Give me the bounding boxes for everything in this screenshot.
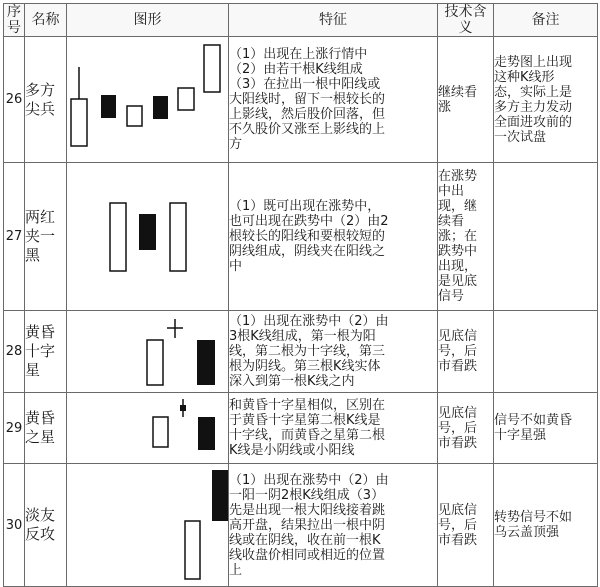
meaning-line: 信号 (438, 289, 465, 304)
name-line: 黄昏 (25, 323, 56, 341)
remark (494, 311, 598, 393)
name-line: 尖兵 (25, 99, 56, 118)
header-num-line2: 号 (7, 20, 21, 36)
bearish-candle (197, 340, 215, 385)
bullish-candle (153, 417, 168, 447)
bearish-candle (139, 214, 156, 250)
bullish-candle (127, 106, 142, 126)
name-line: 黑 (25, 246, 41, 264)
header-num-line1: 序 (7, 4, 21, 20)
name-line: 多方 (25, 80, 56, 99)
kline-pattern-table (3, 3, 598, 587)
table-row (4, 464, 598, 587)
candlestick-diagram (67, 37, 229, 162)
row-number: 30 (4, 464, 25, 587)
meaning-line: 见底信 (438, 329, 478, 344)
row-number: 27 (4, 163, 25, 311)
header-name: 名称 (25, 4, 67, 37)
meaning-line: 号，后 (438, 420, 478, 436)
name-line: 夹一 (25, 227, 56, 245)
feature-line: 不久股价又涨至上影线的上 (229, 122, 386, 137)
feature-line: 阴线组成，阴线夹在阳线之 (229, 244, 386, 259)
feature-line: 一阳一阴2根K线组成（3） (229, 487, 385, 503)
bullish-candle (147, 340, 163, 385)
note-line: 态，实际上是 (494, 84, 573, 100)
bullish-candle (178, 88, 194, 110)
feature-line: （1）出现在上涨行情中 (229, 47, 368, 62)
meaning-line: 继续看 (438, 84, 478, 100)
header-meaning (438, 4, 494, 37)
bullish-candle (204, 45, 220, 92)
small-star-candle (180, 405, 186, 411)
table-row (4, 37, 598, 163)
note-line: 转势信号不如 (494, 510, 573, 525)
feature-line: 高开盘，结果拉出一根中阴 (229, 517, 386, 533)
meaning-line: 现，继 (438, 199, 478, 214)
header-num (4, 4, 25, 37)
feature-line: 线，第二根为十字线，第三 (229, 344, 386, 359)
header-meaning-line2: 义 (458, 20, 473, 36)
meaning-line: 市看跌 (438, 435, 478, 451)
pattern-name (25, 311, 67, 393)
note-line: 全面进攻前的 (494, 114, 573, 130)
feature-line: 先是出现一根大阳线接着跳 (229, 502, 386, 518)
name-line: 之星 (25, 428, 56, 446)
pattern-name (25, 163, 67, 311)
pattern-name (25, 464, 67, 587)
technical-meaning (438, 393, 494, 464)
candlestick-diagram (67, 464, 229, 586)
meaning-line: 跌势中 (438, 244, 478, 259)
note-line: 乌云盖顶强 (494, 525, 560, 540)
candlestick-figure (67, 311, 229, 393)
note-line: 信号不如黄昏 (494, 413, 573, 428)
name-line: 两红 (25, 208, 56, 226)
feature-line: 和黄昏十字星相似，区别在 (229, 398, 386, 413)
note-line: 十字星强 (494, 428, 547, 443)
note-line: 一次试盘 (494, 129, 547, 145)
remark (494, 464, 598, 587)
meaning-line: 在涨势 (438, 169, 478, 184)
feature-line: 十字线，而黄昏之星第二根 (229, 428, 386, 443)
remark (494, 163, 598, 311)
feature-line: 于黄昏十字星第二根K线是 (229, 413, 381, 428)
name-line: 十字 (25, 342, 56, 360)
note-line: 这种K线形 (494, 69, 555, 85)
feature-line: （2）由若干根K线组成 (229, 62, 363, 77)
header-row (4, 4, 598, 37)
technical-meaning (438, 37, 494, 163)
feature-line: 上 (229, 562, 243, 578)
remark (494, 393, 598, 464)
meaning-line: 出现， (438, 259, 478, 274)
bullish-candle (110, 203, 126, 271)
name-line: 淡友 (25, 506, 56, 524)
pattern-feature (229, 464, 438, 587)
remark (494, 37, 598, 163)
technical-meaning (438, 163, 494, 311)
header-meaning-line1: 技术含 (444, 4, 487, 20)
candlestick-figure (67, 464, 229, 587)
header-figure: 图形 (67, 4, 229, 37)
meaning-line: 号，后 (438, 517, 478, 533)
header-feature: 特征 (229, 4, 438, 37)
row-number: 29 (4, 393, 25, 464)
meaning-line: 涨 (438, 99, 452, 115)
big-bullish-candle (185, 521, 200, 579)
bearish-candle (153, 96, 168, 119)
bearish-candle (101, 95, 116, 118)
pattern-feature (229, 311, 438, 393)
bullish-candle (170, 203, 186, 271)
feature-line: 深入到第一根K线之内 (229, 374, 355, 389)
candlestick-diagram (67, 311, 229, 392)
bearish-candle (212, 470, 229, 521)
feature-line: 大阳线时，留下一根较长的 (229, 92, 386, 107)
feature-line: （1）出现在涨势中（2）由 (229, 314, 389, 329)
name-line: 星 (25, 361, 41, 379)
header-note: 备注 (494, 4, 598, 37)
meaning-line: 号，后 (438, 344, 478, 359)
technical-meaning (438, 464, 494, 587)
feature-line: 根较长的阳线和要根较短的 (229, 229, 386, 244)
candlestick-diagram (67, 393, 229, 463)
candlestick-figure (67, 163, 229, 311)
feature-line: （1）既可出现在涨势中， (229, 199, 381, 214)
technical-meaning (438, 311, 494, 393)
bearish-candle (198, 417, 215, 450)
candlestick-figure (67, 393, 229, 464)
meaning-line: 市看跌 (438, 359, 478, 374)
meaning-line: 市看跌 (438, 532, 478, 548)
table-row (4, 393, 598, 464)
candlestick-diagram (67, 163, 229, 310)
pattern-name (25, 393, 67, 464)
name-line: 反攻 (25, 525, 56, 543)
feature-line: 根为阴线。第三根K线实体 (229, 359, 381, 374)
feature-line: 线或在阴线，收在前一根K (229, 532, 381, 548)
feature-line: （1）出现在涨势中（2）由 (229, 472, 389, 488)
bullish-candle (71, 99, 87, 146)
candlestick-figure (67, 37, 229, 163)
table-row (4, 311, 598, 393)
pattern-feature (229, 393, 438, 464)
meaning-line: 见底信 (438, 502, 478, 518)
pattern-name (25, 37, 67, 163)
pattern-feature (229, 163, 438, 311)
row-number: 26 (4, 37, 25, 163)
note-line: 多方主力发动 (494, 99, 573, 115)
name-line: 黄昏 (25, 409, 56, 427)
feature-line: 3根K线组成，第一根为阳 (229, 329, 376, 344)
feature-line: 方 (229, 137, 243, 152)
note-line: 走势图上出现 (494, 54, 573, 70)
meaning-line: 是见底 (438, 274, 478, 289)
table-row (4, 163, 598, 311)
meaning-line: 续看 (438, 214, 465, 229)
feature-line: 也可出现在跌势中（2）由2 (229, 214, 389, 229)
pattern-feature (229, 37, 438, 163)
feature-line: （3）在拉出一根中阳线或 (229, 77, 381, 92)
meaning-line: 中出 (438, 184, 465, 199)
feature-line: 中 (229, 259, 243, 274)
feature-line: 线收盘价相同或相近的位置 (229, 547, 386, 563)
meaning-line: 涨；在 (438, 229, 478, 244)
meaning-line: 见底信 (438, 405, 478, 421)
row-number: 28 (4, 311, 25, 393)
feature-line: 上影线，然后股价回落，但 (229, 107, 386, 122)
feature-line: K线是小阴线或小阳线 (229, 443, 355, 458)
